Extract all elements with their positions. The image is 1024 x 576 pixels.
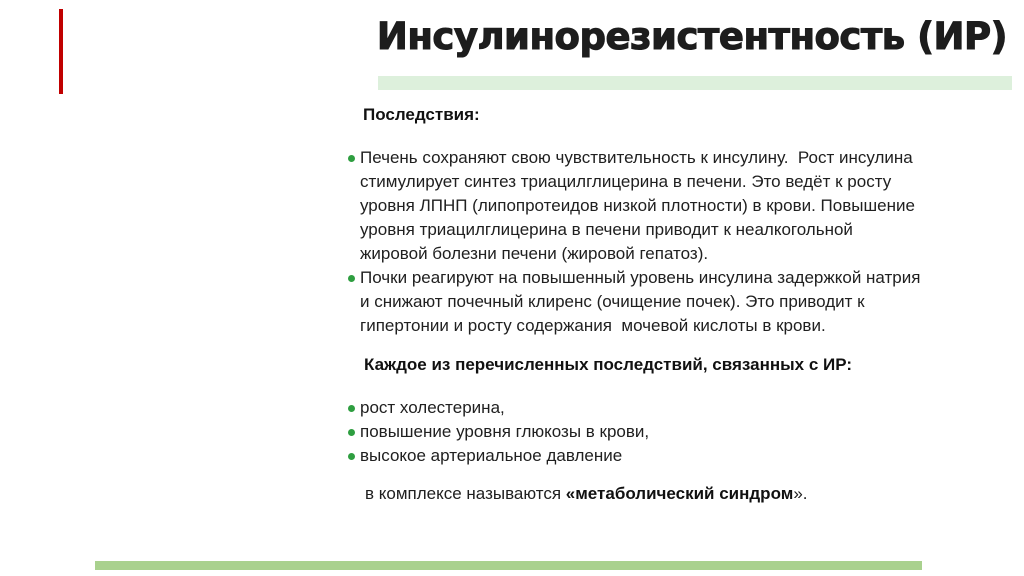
closing-line — [365, 482, 1016, 506]
bullet-dot-icon — [348, 155, 355, 162]
red-accent-line — [59, 9, 63, 94]
list-item-text: высокое артериальное давление — [360, 446, 623, 465]
list-item — [340, 396, 1016, 420]
slide-body — [340, 103, 1016, 506]
bullet-dot-icon — [348, 405, 355, 412]
bullet-line — [340, 194, 1016, 218]
bullet-dot-icon — [348, 429, 355, 436]
bullet-text: Печень сохраняют свою чувствительность к инсулину. Рост инсулина — [360, 148, 913, 167]
bullet-text: гипертонии и росту содержания мочевой кислоты в крови. — [360, 316, 826, 335]
bullet-kidney — [340, 266, 1016, 338]
bullet-line — [340, 170, 1016, 194]
bullet-text: Почки реагируют на повышенный уровень инсулина задержкой натрия — [360, 268, 921, 287]
closing-suffix: ». — [793, 484, 808, 503]
list-item-text: повышение уровня глюкозы в крови, — [360, 422, 650, 441]
bullet-text: уровня ЛПНП (липопротеидов низкой плотности) в крови. Повышение — [360, 196, 915, 215]
bullet-line — [340, 218, 1016, 242]
bullet-line — [340, 266, 1016, 290]
list-item-text: рост холестерина, — [360, 398, 505, 417]
bullet-line — [340, 314, 1016, 338]
closing-prefix: в комплексе называются — [365, 484, 566, 503]
bullet-text: и снижают почечный клиренс (очищение почек). Это приводит к — [360, 292, 865, 311]
bullet-line — [340, 290, 1016, 314]
consequence-list — [340, 396, 1016, 468]
list-item — [340, 444, 1016, 468]
list-item — [340, 420, 1016, 444]
title-underline-bar — [378, 76, 1012, 90]
bullet-dot-icon — [348, 453, 355, 460]
bullet-line — [340, 146, 1016, 170]
bullet-dot-icon — [348, 275, 355, 282]
consequences-heading: Последствия: — [363, 105, 480, 124]
bullet-line — [340, 242, 1016, 266]
bullet-text: стимулирует синтез триацилглицерина в печени. Это ведёт к росту — [360, 172, 892, 191]
bottom-green-bar — [95, 561, 922, 570]
bullet-text: уровня триацилглицерина в печени приводит к неалкогольной — [360, 220, 853, 239]
bullet-text: жировой болезни печени (жировой гепатоз). — [360, 244, 709, 263]
bullet-liver — [340, 146, 1016, 266]
each-consequence-heading: Каждое из перечисленных последствий, связанных с ИР: — [364, 355, 852, 374]
closing-bold-term: «метаболический синдром — [565, 484, 794, 503]
slide-title: Инсулинорезистентность (ИР) — [376, 15, 1007, 58]
